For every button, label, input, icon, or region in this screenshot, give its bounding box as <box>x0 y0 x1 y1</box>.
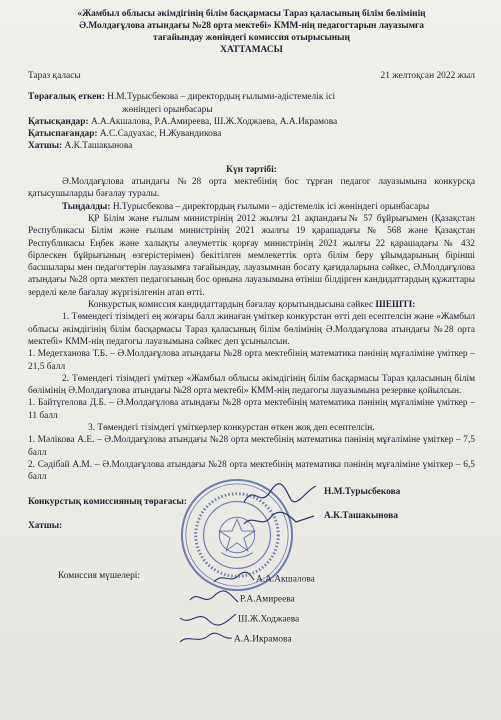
secretary-signature-name: А.К.Ташакынова <box>324 510 398 521</box>
member-signature-line-2 <box>188 590 295 606</box>
point-3-candidate-1: 1. Мәлікова А.Е. – Ә.Молдағұлова атындағы №28 орта мектебінің математика пәнінің мұғаліміне үміткер – 7,5 балл <box>28 435 475 458</box>
member-signature-line-4 <box>178 630 292 646</box>
city: Тараз қаласы <box>28 71 81 81</box>
date: 21 желтоқсан 2022 жыл <box>380 71 475 81</box>
point-3-candidate-2: 2. Сәдібай А.М. – Ә.Молдағұлова атындағы №28 орта мектебінің математика пәнінің мұғаліміне үміткер – 6,5 балл <box>28 459 475 483</box>
decision-point-3: 3. Төмендегі тізімдегі үміткерлер конкурстан өткен жоқ деп есептелсін. <box>88 423 375 434</box>
member-signature-line-1 <box>212 570 315 586</box>
header-line-2: Ә.Молдағұлова атындағы №28 орта мектебі» КММ-нің педагогтарын лауазымға <box>79 21 424 31</box>
commission-members-label: Комиссия мүшелері: <box>58 570 140 581</box>
meta-row <box>28 70 475 82</box>
absent-label: Қатыспағандар: <box>28 129 98 140</box>
document-header <box>28 8 475 56</box>
chair-handwritten-signature <box>240 480 320 510</box>
member-name-4: А.А.Икрамова <box>234 634 292 645</box>
secretary-signature-label: Хатшы: <box>28 520 63 531</box>
point-1-candidate: 1. Медетханова Т.Б. – Ә.Молдағұлова атындағы №28 орта мектебінің математика пәнінің мұғаліміне үміткер – 21,5 балл <box>28 349 475 372</box>
member-name-1: А.А.Акшалова <box>256 574 315 585</box>
secretary-label: Хатшы: <box>28 141 63 152</box>
secretary-value: А.К.Ташакынова <box>64 141 133 152</box>
chair-signature-name: Н.М.Турысбекова <box>324 486 401 497</box>
agenda-title: Күн тәртібі: <box>226 164 277 175</box>
members-label: Қатысқандар: <box>28 116 89 127</box>
participants <box>28 91 475 152</box>
document-title: ХАТТАМАСЫ <box>220 45 283 55</box>
header-line-1: «Жамбыл облысы әкімдігінің білім басқармасы Тараз қаласының білім бөлімінің <box>77 9 426 19</box>
agenda-body: ҚР Білім және ғылым министрінің 2012 жылғы 21 ақпандағы№ 57 бұйрығымен (Қазақстан Республикасы Білім және ғылым министрінің 2021 жылғы 19 қарашадағы № 568 және Қазақстан Республикасы Еңбек және халықты әлеуметтік қорғау министрінің 2021 жылғы 22 қарашадағы № 432 бірлескен бұйрығының өзгерістерімен) бекітілген мемлекеттік орта білім беру ұйымдарының бірінші басшылары мен педагогтерін лауазымға тағайындау, лауазымнан босату қағидаларына сәйкес, Ә.Молдағұлова атындағы №28 орта мектеп педагогының бос орнына лауазымына өтініш білдірген кандидаттардың құжаттары зерделі келе бағалау жүргізілгенін атап өтті. <box>28 213 475 298</box>
chair-value: Н.М.Турысбекова – директордың ғылыми-әдістемелік ісі <box>107 92 336 103</box>
decision-intro: Конкурстық комиссия кандидаттардың бағалау қорытындысына сәйкес <box>88 300 374 311</box>
agenda-item: Ә.Молдағұлова атындағы №28 орта мектебінің бос тұрған педагог лауазымына конкурсқа қатысушыларды бағалау туралы. <box>28 177 475 200</box>
listened-value: Н.Турысбекова – директордың ғылыми – әдістемелік ісі жөніндегі орынбасары <box>112 201 430 212</box>
decision-point-2: 2. Төмендегі тізімдегі үміткер «Жамбыл облысы әкімдігінің білім басқармасы Тараз қаласының білім бөлімінің Ә.Молдағұлова атындағы №28 орта мектебі» КММ-нің педагогы лауазымына резервке қойылсын. <box>28 373 475 397</box>
chair-label: Төрағалық еткен: <box>28 92 105 103</box>
decision-point-1: 1. Төмендегі тізімдегі ең жоғары балл жинаған үміткер конкурстан өтті деп есептелсін және «Жамбыл облысы әкімдігінің білім басқармасы Тараз қаласының білім бөлімінің Ә.Молдағұлова атындағы №28 орта мектебі» КММ-нің педагогы лауазымына сәйкес деп ұсынылсын. <box>28 312 475 347</box>
header-line-3: тағайындау жөніндегі комиссия отырысының <box>153 33 350 43</box>
absent-value: А.С.Садуахас, Н.Жувандикова <box>99 129 222 140</box>
secretary-handwritten-signature <box>240 508 320 532</box>
member-signature-line-3 <box>178 610 299 626</box>
signature-block <box>28 486 475 692</box>
chair-value-cont: жөніндегі орынбасары <box>122 104 213 115</box>
listened-label: Тыңдалды: <box>62 201 111 212</box>
member-name-2: Р.А.Амиреева <box>240 594 295 605</box>
decision-word: ШЕШТІ: <box>375 300 416 311</box>
point-2-candidate: 1. Байтүгелова Д.Б. – Ә.Молдағұлова атындағы №28 орта мектебінің математика пәнінің мұғаліміне үміткер – 11 балл <box>28 398 475 421</box>
members-value: А.А.Акшалова, Р.А.Амиреева, Ш.Ж.Ходжаева, А.А.Икрамова <box>90 116 338 127</box>
chair-signature-label: Конкурстық комиссияның төрағасы: <box>28 496 187 507</box>
member-name-3: Ш.Ж.Ходжаева <box>238 614 300 625</box>
